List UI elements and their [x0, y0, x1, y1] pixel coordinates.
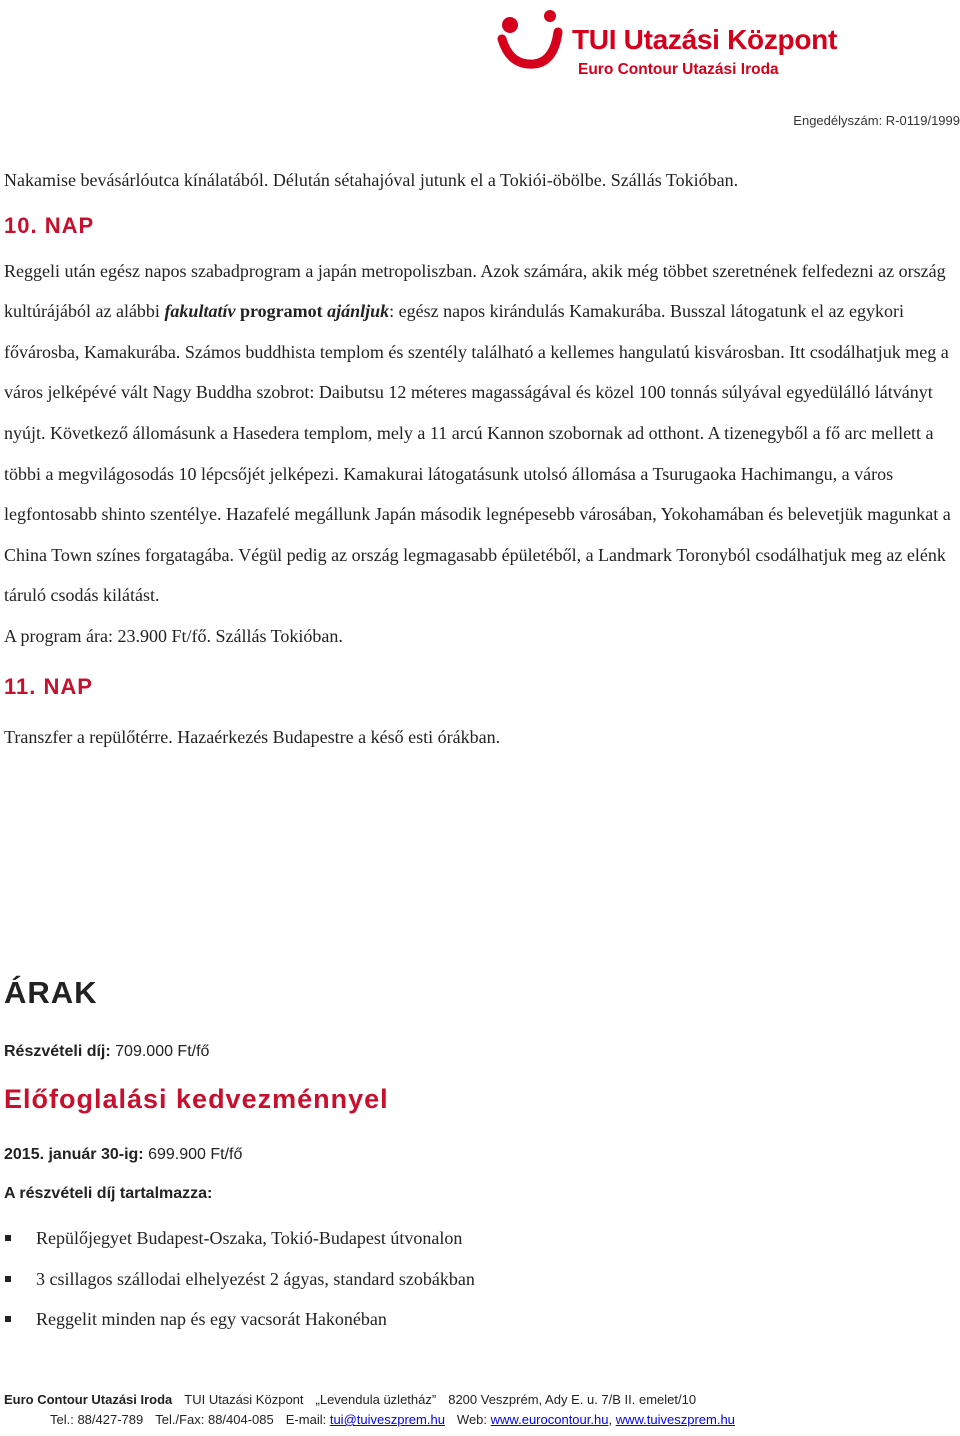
includes-heading: A részvételi díj tartalmazza:: [4, 1185, 213, 1202]
list-item: Reggelit minden nap és egy vacsorát Hakonéban: [4, 1299, 475, 1340]
itinerary-body: [4, 160, 954, 757]
footer-building: „Levendula üzletház”: [315, 1392, 437, 1407]
participation-fee: Részvételi díj: 709.000 Ft/fő: [4, 1043, 210, 1060]
web-link-tuiveszprem[interactable]: www.tuiveszprem.hu: [615, 1412, 735, 1427]
footer-address: 8200 Veszprém, Ady E. u. 7/B II. emelet/10: [448, 1392, 697, 1407]
program-price: A program ára: 23.900 Ft/fő. Szállás Tokióban.: [4, 625, 343, 646]
footer-brand: TUI Utazási Központ: [184, 1392, 304, 1407]
footer-line-1: [4, 1390, 960, 1410]
tui-smile-logo-icon: [496, 8, 568, 70]
paragraph-day11: Transzfer a repülőtérre. Hazaérkezés Budapestre a késő esti órákban.: [4, 726, 501, 747]
paragraph-day10: Reggeli után egész napos szabadprogram a japán metropoliszban. Azok számára, akik még többet szeretnének felfedezni az ország kultúrájából az alábbi fakultatív programot ajánljuk: egész napos kirándulás Kamakurába. Busszal látogatunk el az egykori fővárosba, Kamakurába. Számos buddhista templom és szentély található a kellemes hangulatú kisvárosban. Itt csodálhatjuk meg a város jelképévé vált Nagy Buddha szobrot: Daibutsu 12 méteres magasságával és közel 100 tonnás súlyával egyedülálló látványt nyújt. Következő állomásunk a Hasedera templom, mely a 11 arcú Kannon szobornak ad otthont. A tizenegyből a fő arc mellett a többi a megvilágosodás 10 lépcsőjét jelképezi. Kamakurai látogatásunk utolsó állomása a Tsurugaoka Hachimangu, a város legfontosabb shinto szentélye. Hazafelé megállunk Japán második legnépesebb városában, Yokohamában és belevetjük magunkat a China Town színes forgatagába. Végül pedig az ország legmagasabb épületéből, a Landmark Toronyból csodálhatjuk meg az elénk táruló csodás kilátást.: [4, 260, 951, 606]
web-link-eurocontour[interactable]: www.eurocontour.hu: [490, 1412, 609, 1427]
brand-subtitle: Euro Contour Utazási Iroda: [578, 61, 779, 78]
footer-telfax: Tel./Fax: 88/404-085: [155, 1412, 274, 1427]
early-booking-fee: 2015. január 30-ig: 699.900 Ft/fő: [4, 1146, 243, 1163]
list-item: 3 csillagos szállodai elhelyezést 2 ágyas, standard szobákban: [4, 1259, 475, 1300]
page-footer: [4, 1390, 960, 1430]
day-10-heading: 10. NAP: [4, 212, 95, 238]
footer-company: Euro Contour Utazási Iroda: [4, 1392, 173, 1407]
bullet-square-icon: [5, 1316, 11, 1322]
includes-list: [4, 1218, 475, 1340]
early-booking-heading: Előfoglalási kedvezménnyel: [4, 1084, 389, 1114]
footer-line-2: Tel.: 88/427-789 Tel./Fax: 88/404-085 E-mail: tui@tuiveszprem.hu Web: www.eurocontour.hu, www.tuiveszprem.hu: [50, 1412, 735, 1427]
bullet-square-icon: [5, 1235, 11, 1241]
brand-logo: [496, 4, 876, 82]
list-item: Repülőjegyet Budapest-Oszaka, Tokió-Budapest útvonalon: [4, 1218, 475, 1259]
day-11-heading: 11. NAP: [4, 673, 93, 699]
brand-title: TUI Utazási Központ: [572, 24, 837, 55]
bullet-square-icon: [5, 1276, 11, 1282]
email-link[interactable]: tui@tuiveszprem.hu: [329, 1412, 445, 1427]
footer-tel: Tel.: 88/427-789: [50, 1412, 144, 1427]
prices-heading: ÁRAK: [4, 975, 98, 1010]
paragraph-day9-end: Nakamise bevásárlóutca kínálatából. Délután sétahajóval jutunk el a Tokiói-öbölbe. Szállás Tokióban.: [4, 170, 739, 190]
license-number: Engedélyszám: R-0119/1999: [793, 113, 960, 128]
